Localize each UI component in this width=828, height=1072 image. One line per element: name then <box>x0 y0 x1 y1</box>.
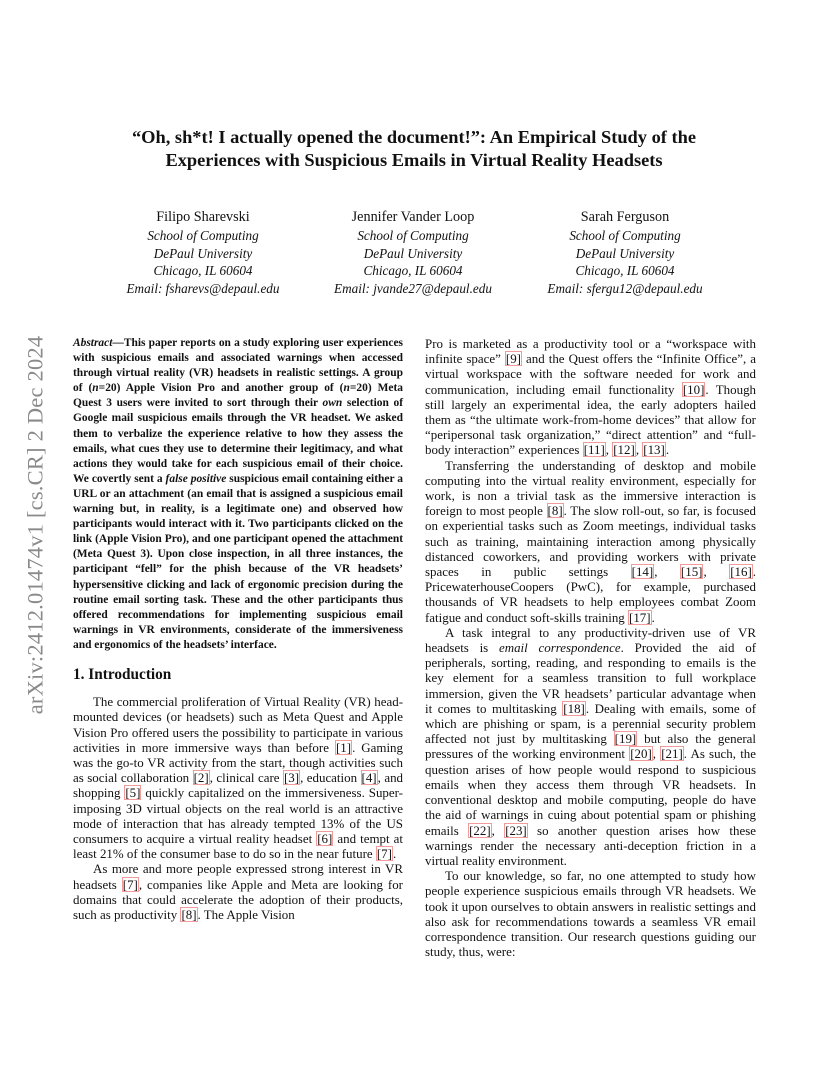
author-university: DePaul University <box>575 245 675 261</box>
author-block-3 <box>515 209 735 297</box>
citation-link[interactable]: [14] <box>631 564 654 580</box>
citation-link[interactable]: [19] <box>614 731 637 747</box>
right-paragraph-2: Transferring the understanding of desktop and mobile computing into the virtual reality environment, especially for work, is non a trivial task as the immersive interaction is foreign to most people [8]. The slow roll-out, so far, is focused on experiential tasks such as Zoom meetings, individual tasks such as training, maintaining interaction among physically distanced coworkers, and providing workers with private spaces in public settings [14], [15], [16]. PricewaterhouseCoopers (PwC), for example, purchased thousands of VR headsets to help employees combat Zoom fatigue and conduct soft-skills training [17]. <box>425 457 756 625</box>
left-column <box>73 336 403 922</box>
author-city: Chicago, IL 60604 <box>363 263 463 279</box>
author-block-2 <box>303 209 523 297</box>
citation-link[interactable]: [22] <box>469 822 491 838</box>
author-email: Email: jvande27@depaul.edu <box>334 280 492 296</box>
author-dept: School of Computing <box>147 228 259 244</box>
right-paragraph-3: A task integral to any productivity-driven use of VR headsets is email correspondence. Provided the aid of peripherals, sorting, reading, and responding to emails is the key element for a seamless transition to full workplace immersion, given the VR headsets’ particular advantage when it comes to multitasking [18]. Dealing with emails, some of which are phishing or spam, is a perennial security problem affected not just by multitasking [19] but also the general pressures of the working environment [20], [21]. As such, the question arises of how people would respond to suspicious emails when they access them through VR headsets. In conventional desktop and mobile computing, people do have the aid of warnings in cuing about potential spam or phishing emails [22], [23] so another question arises how these warnings render the necessary anti-deception friction in a virtual reality environment. <box>425 624 757 868</box>
author-dept: School of Computing <box>357 228 469 244</box>
citation-link[interactable]: [11] <box>583 442 605 458</box>
right-paragraph-1: Pro is marketed as a productivity tool or a “workspace with infinite space” [9] and the Quest offers the “Infinite Office”, a virtual workspace with the software needed for work and communication, including email functionality [10]. Though still largely an experimental idea, the early adopters hailed them as “the ultimate work-from-home devices” that allow for “peripersonal task organization,” “direct attention” and “full-body interaction” experiences [11], [12], [13]. <box>425 336 757 458</box>
right-column <box>425 336 756 959</box>
author-city: Chicago, IL 60604 <box>153 263 253 279</box>
citation-link[interactable]: [18] <box>563 700 585 716</box>
citation-link[interactable]: [7] <box>122 876 138 892</box>
citation-link[interactable]: [23] <box>505 822 527 838</box>
author-university: DePaul University <box>363 245 463 261</box>
citation-link[interactable]: [1] <box>335 739 352 755</box>
citation-link[interactable]: [12] <box>613 442 635 458</box>
citation-link[interactable]: [8] <box>547 503 563 519</box>
author-city: Chicago, IL 60604 <box>575 263 675 279</box>
author-name: Filipo Sharevski <box>156 209 250 225</box>
author-name: Sarah Ferguson <box>580 209 670 225</box>
intro-paragraph-2: As more and more people expressed strong interest in VR headsets [7], companies like Apple and Meta are looking for domains that could accelerate the adoption of their products, such as productivity [8]. The Apple Vision <box>73 861 403 923</box>
abstract-lead: Abstract <box>73 337 113 349</box>
author-university: DePaul University <box>153 245 253 261</box>
citation-link[interactable]: [21] <box>661 746 683 762</box>
citation-link[interactable]: [4] <box>361 770 377 786</box>
title-line-2: Experiences with Suspicious Emails in Virtual Reality Headsets <box>165 150 663 170</box>
paper-title <box>80 126 748 172</box>
citation-link[interactable]: [15] <box>680 564 703 580</box>
citation-link[interactable]: [7] <box>376 846 392 862</box>
author-dept: School of Computing <box>569 228 681 244</box>
author-email: Email: sfergu12@depaul.edu <box>547 280 703 296</box>
citation-link[interactable]: [16] <box>730 564 752 580</box>
section-heading-introduction: 1. Introduction <box>73 665 172 683</box>
abstract: Abstract—This paper reports on a study exploring user experiences with suspicious emails and associated warnings when accessed through virtual reality (VR) headsets in realistic settings. A group of (n=20) Apple Vision Pro and another group of (n=20) Meta Quest 3 users were invited to sort through their own selection of Google mail suspicious emails through the VR headset. We asked them to verbalize the experience relative to how they assess the emails, what cues they use to determine their legitimacy, and what actions they would take for each suspicious email of their choice. We covertly sent a false positive suspicious email containing either a URL or an attachment (an email that is assigned a suspicious email warning but, in reality, is a legitimate one) and observed how participants would interact with it. Two participants clicked on the link (Apple Vision Pro), and one participant opened the attachment (Meta Quest 3). Upon close inspection, in all three instances, the participant “fell” for the phish because of the VR headsets’ hypersensitive clicking and lack of ergonomic precision during the routine email sorting task. These and the other participants thus offered recommendations for implementing suspicious email warnings in VR environments, considerate of the immersiveness and ergonomics of the headsets’ interface. <box>73 337 403 651</box>
author-name: Jennifer Vander Loop <box>351 209 475 225</box>
citation-link[interactable]: [13] <box>643 442 665 458</box>
arxiv-stamp-text: arXiv:2412.01474v1 [cs.CR] 2 Dec 2024 <box>22 335 48 715</box>
citation-link[interactable]: [6] <box>317 831 333 846</box>
right-paragraph-4: To our knowledge, so far, no one attempted to study how people experience suspicious emails through VR headsets. We took it upon ourselves to obtain answers in realistic settings and also ask for recommendations towards a seamless VR email correspondence transition. Our research questions guiding our study, thus, were: <box>425 868 756 960</box>
citation-link[interactable]: [10] <box>682 381 705 397</box>
intro-paragraph-1: The commercial proliferation of Virtual Reality (VR) head-mounted devices (or headsets) such as Meta Quest and Apple Vision Pro offered users the possibility to participate in various activities in more immersive ways than before [1]. Gaming was the go-to VR activity from the start, though activities such as social collaboration [2], clinical care [3], education [4], and shopping [5] quickly capitalized on the immersiveness. Super-imposing 3D virtual objects on the real world is an attractive mode of interaction that has already tempted 13% of the US consumers to acquire a virtual reality headset [6] and tempt at least 21% of the consumer base to do so in the near future [7]. <box>73 694 404 862</box>
citation-link[interactable]: [5] <box>125 785 141 801</box>
author-email: Email: fsharevs@depaul.edu <box>126 280 280 296</box>
citation-link[interactable]: [9] <box>505 351 521 367</box>
citation-link[interactable]: [20] <box>630 746 652 762</box>
arxiv-stamp <box>20 290 50 760</box>
title-line-1: “Oh, sh*t! I actually opened the document!”: An Empirical Study of the <box>131 127 696 147</box>
citation-link[interactable]: [2] <box>193 770 209 786</box>
citation-link[interactable]: [3] <box>283 770 300 786</box>
author-block-1 <box>93 209 313 297</box>
citation-link[interactable]: [8] <box>181 907 197 923</box>
citation-link[interactable]: [17] <box>629 609 651 625</box>
